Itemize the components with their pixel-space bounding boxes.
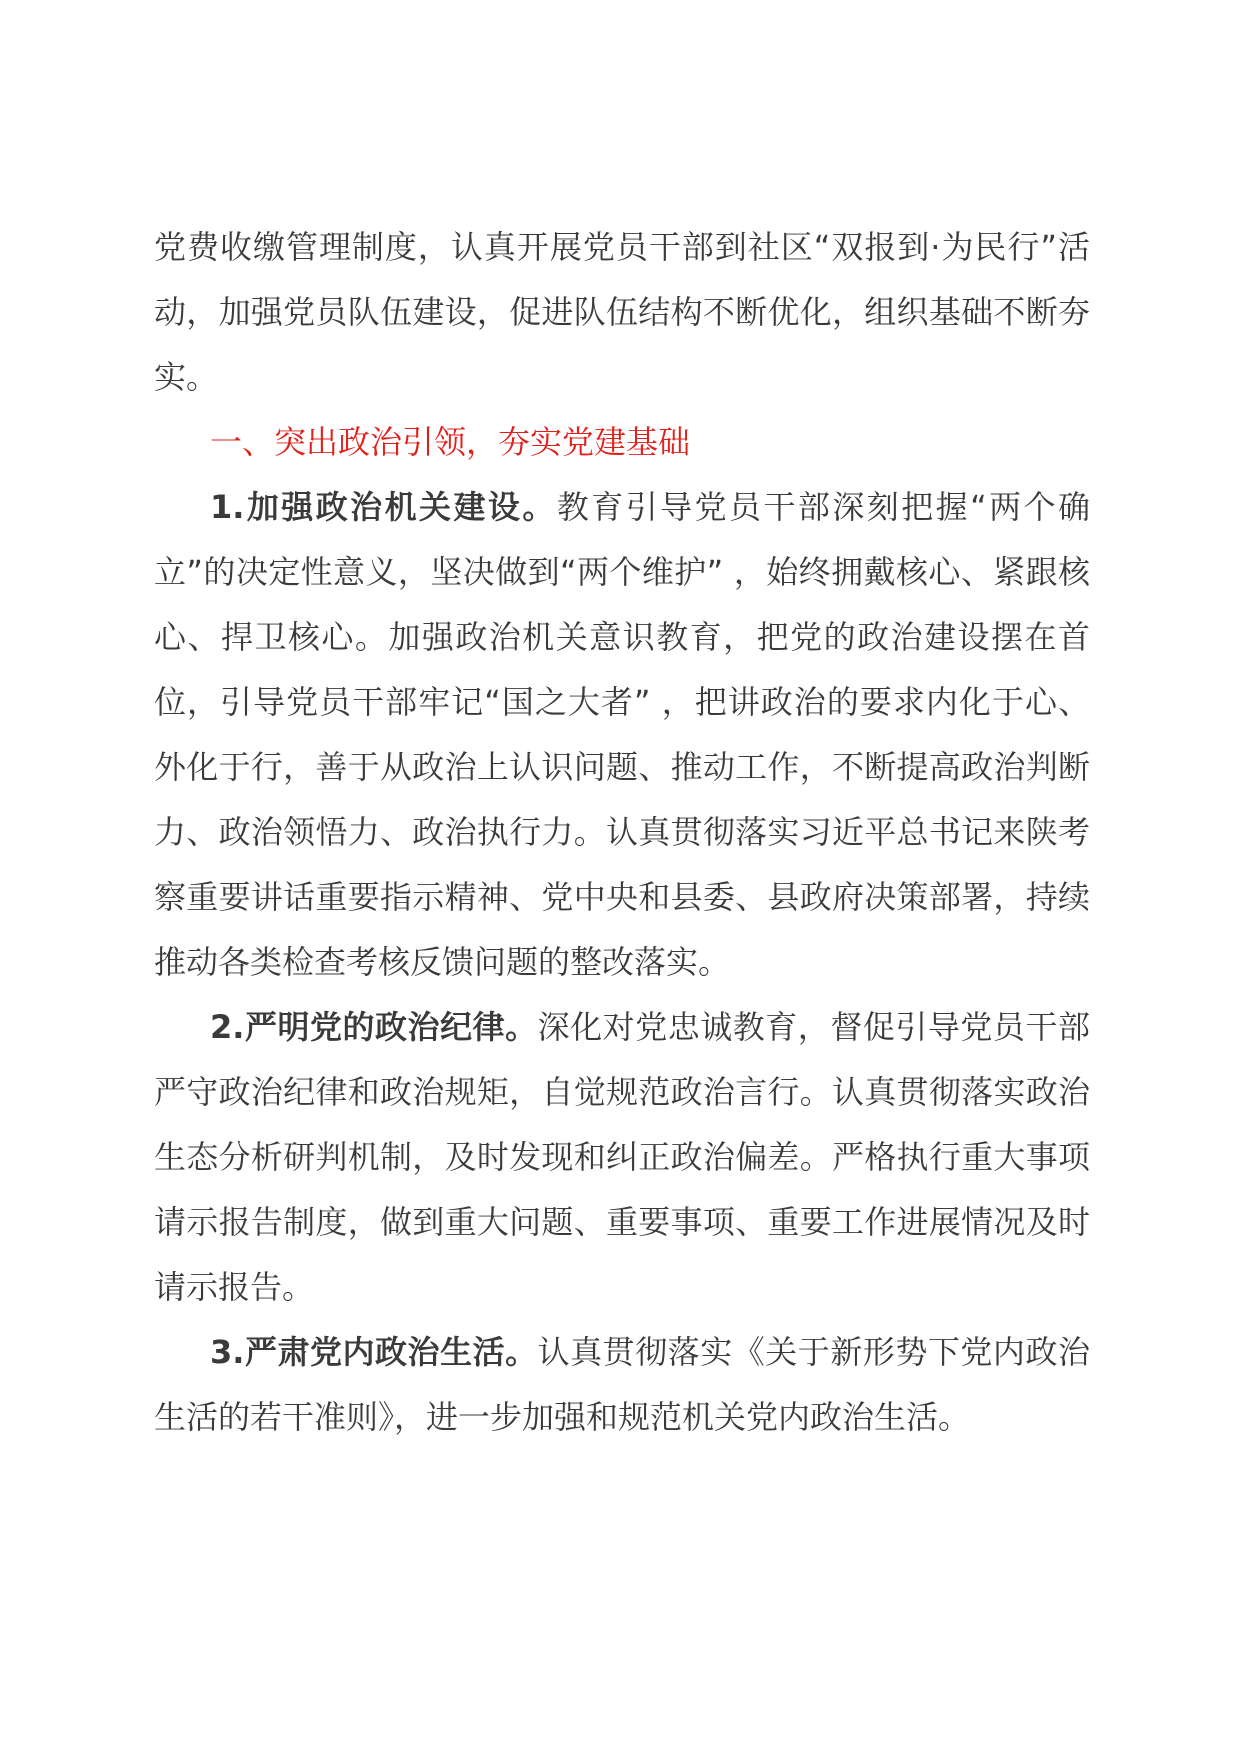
item-lead-2: 2.严明党的政治纪律。: [210, 1008, 538, 1046]
item-body-2: 深化对党忠诚教育，督促引导党员干部严守政治纪律和政治规矩，自觉规范政治言行。认真贯彻落实政治生态分析研判机制，及时发现和纠正政治偏差。严格执行重大事项请示报告制度，做到重大问题、重要事项、重要工作进展情况及时请示报告。: [154, 1008, 1090, 1306]
item-body-3: 认真贯彻落实《关于新形势下党内政治生活的若干准则》，进一步加强和规范机关党内政治生活。: [154, 1333, 1090, 1436]
section-heading: 一、突出政治引领，夯实党建基础: [210, 423, 691, 461]
document-body: [154, 215, 1090, 1450]
item-paragraph-3: [154, 1320, 1090, 1450]
item-paragraph-2: [154, 995, 1090, 1320]
item-lead-1: 1.加强政治机关建设。: [210, 488, 557, 526]
item-paragraph-1: [154, 475, 1090, 995]
item-body-1: 教育引导党员干部深刻把握“两个确立”的决定性意义，坚决做到“两个维护” ，始终拥戴核心、紧跟核心、捍卫核心。加强政治机关意识教育，把党的政治建设摆在首位，引导党员干部牢记“国之大者” ，把讲政治的要求内化于心、外化于行，善于从政治上认识问题、推动工作，不断提高政治判断力、政治领悟力、政治执行力。认真贯彻落实习近平总书记来陕考察重要讲话重要指示精神、党中央和县委、县政府决策部署，持续推动各类检查考核反馈问题的整改落实。: [154, 488, 1090, 981]
item-lead-3: 3.严肃党内政治生活。: [210, 1333, 538, 1371]
continuation-paragraph: 党费收缴管理制度，认真开展党员干部到社区“双报到·为民行”活动，加强党员队伍建设，促进队伍结构不断优化，组织基础不断夯实。: [154, 228, 1090, 396]
